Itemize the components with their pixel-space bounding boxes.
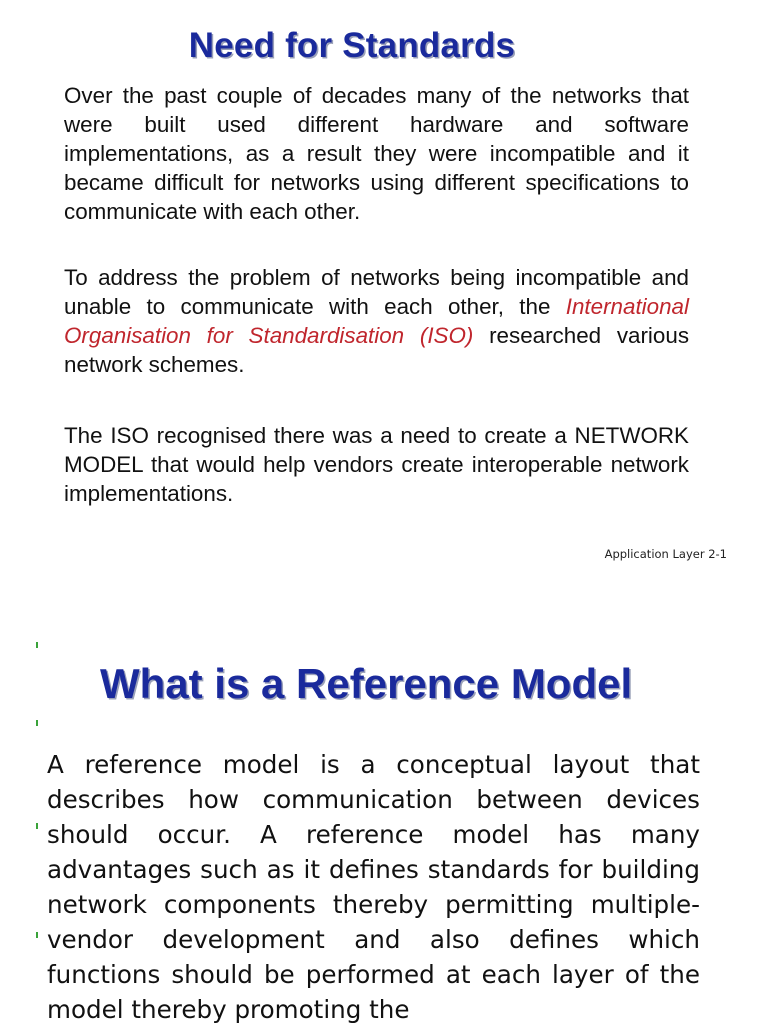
bullet-mark <box>36 932 38 938</box>
bullet-mark <box>36 823 38 829</box>
slide-footer: Application Layer 2-1 <box>604 547 727 561</box>
iso-highlight: International Organisation for Standardisation (ISO) <box>64 294 689 348</box>
slide-reference-model <box>0 630 768 1024</box>
paragraph-networks-incompatible: Over the past couple of decades many of the networks that were built used different hardware and software implementations, as a result they were incompatible and it became difficult for networks using different specifications to communicate with each other. <box>64 83 689 224</box>
paragraph-iso-research <box>64 263 689 379</box>
slide-title: What is a Reference Model <box>100 660 633 707</box>
paragraph-text: researched various network schemes. <box>64 323 690 377</box>
slide-title: Need for Standards <box>188 26 516 65</box>
paragraph-text: To address the problem of networks being incompatible and unable to communicate with each other, the <box>64 265 689 319</box>
paragraph-reference-model: A reference model is a conceptual layout that describes how communication between devices should occur. A reference model has many advantages such as it defines standards for building network components thereby permitting multiple-vendor development and also defines which functions should be performed at each layer of the model thereby promoting the <box>47 750 700 1024</box>
paragraph-network-model: The ISO recognised there was a need to create a NETWORK MODEL that would help vendors create interoperable network implementations. <box>64 423 689 506</box>
bullet-mark <box>36 642 38 648</box>
bullet-mark <box>36 720 38 726</box>
